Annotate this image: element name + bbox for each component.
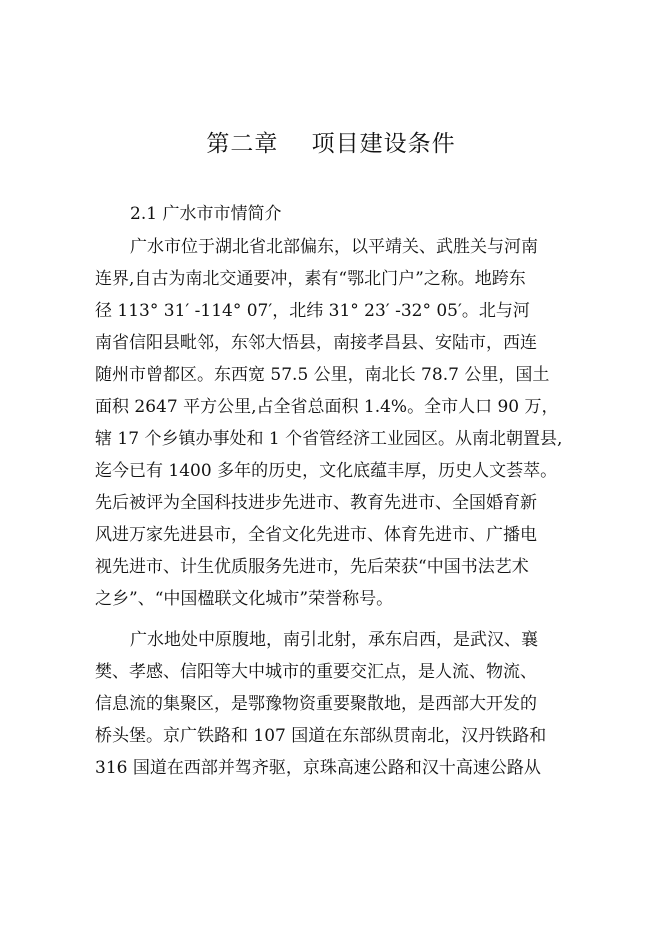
paragraph-line: 随州市曾都区。东西宽 57.5 公里，南北长 78.7 公里，国土: [95, 365, 550, 385]
paragraph-line: 信息流的集聚区，是鄂豫物资重要聚散地，是西部大开发的: [95, 694, 537, 714]
paragraph-line: 风进万家先进县市，全省文化先进市、体育先进市、广播电: [95, 525, 537, 545]
paragraph-line: 广水地处中原腹地，南引北射，承东启西，是武汉、襄: [130, 630, 538, 650]
paragraph-line: 面积 2647 平方公里,占全省总面积 1.4%。全市人口 90 万，: [95, 397, 559, 417]
paragraph-line: 先后被评为全国科技进步先进市、教育先进市、全国婚育新: [95, 493, 537, 513]
paragraph-line: 迄今已有 1400 多年的历史，文化底蕴丰厚，历史人文荟萃。: [95, 461, 558, 481]
section-heading: 2.1 广水市市情简介: [130, 204, 282, 224]
paragraph-line: 广水市位于湖北省北部偏东，以平靖关、武胜关与河南: [130, 237, 538, 257]
paragraph-line: 316 国道在西部并驾齐驱，京珠高速公路和汉十高速公路从: [95, 758, 541, 778]
paragraph-line: 连界,自古为南北交通要冲，素有“鄂北门户”之称。地跨东: [95, 269, 526, 289]
paragraph-line: 桥头堡。京广铁路和 107 国道在东部纵贯南北，汉丹铁路和: [95, 726, 547, 746]
paragraph-line: 辖 17 个乡镇办事处和 1 个省管经济工业园区。从南北朝置县,: [95, 429, 563, 449]
chapter-title: 第二章 项目建设条件: [206, 131, 456, 157]
paragraph-line: 视先进市、计生优质服务先进市，先后荣获“中国书法艺术: [95, 557, 529, 577]
paragraph-line: 径 113° 31′ -114° 07′，北纬 31° 23′ -32° 05′。北与河: [95, 301, 530, 321]
paragraph-line: 之乡”、“中国楹联文化城市”荣誉称号。: [95, 589, 394, 609]
paragraph-line: 樊、孝感、信阳等大中城市的重要交汇点，是人流、物流、: [95, 662, 537, 682]
paragraph-line: 南省信阳县毗邻，东邻大悟县，南接孝昌县、安陆市，西连: [95, 333, 537, 353]
